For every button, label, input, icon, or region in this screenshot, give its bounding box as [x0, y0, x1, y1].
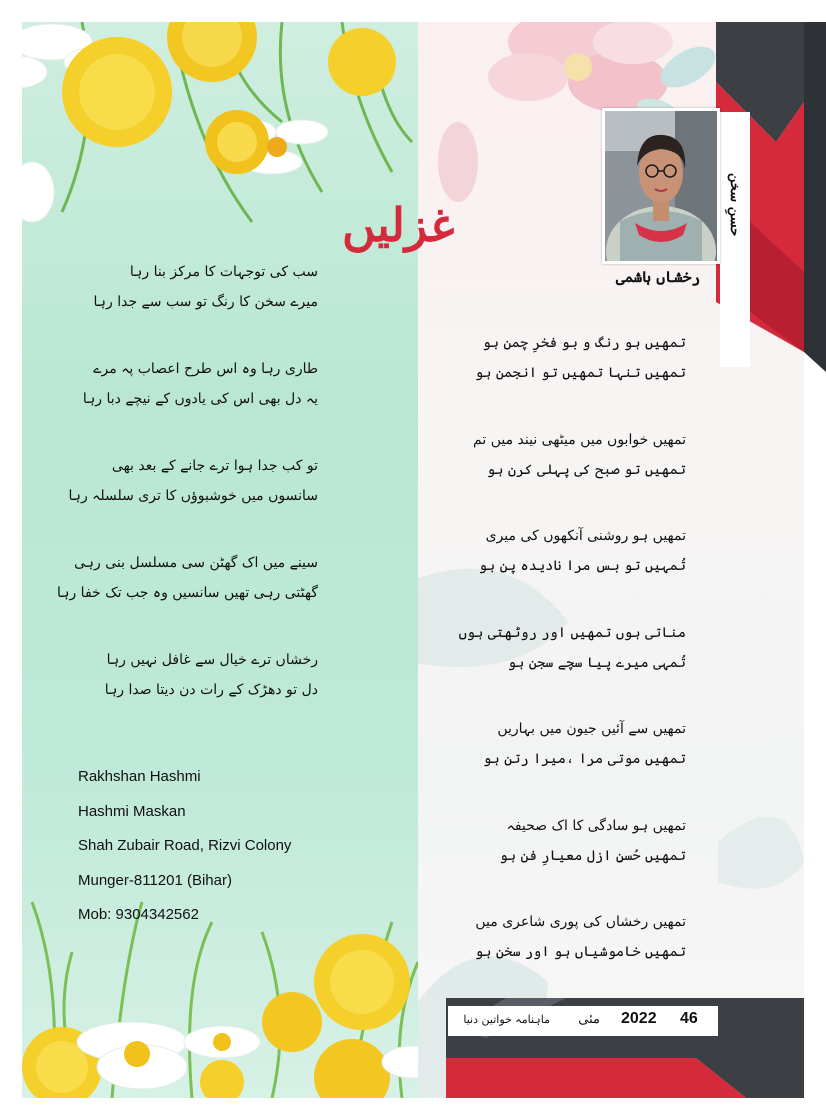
address-line: Hashmi Maskan [78, 802, 186, 820]
stanza [446, 328, 686, 388]
verse-line: تمھیں سے آئیں جیون میں بہاریں [497, 721, 686, 737]
section-label: حسنِ سخن [727, 173, 742, 237]
magazine-name: ماہنامہ خواتین دنیا [463, 1013, 550, 1026]
ghazal-title: غزلیں [342, 198, 455, 252]
verse-line: تو کب جدا ہوا ترے جانے کے بعد بھی [111, 458, 318, 474]
poet-name: رخشاں ہاشمی [615, 268, 701, 286]
stanza [104, 645, 318, 705]
stanza [446, 907, 686, 967]
stanza [57, 548, 318, 608]
stanza [93, 257, 318, 317]
verse-line: تمھیں ہو رنگ و بو فخرِ چمن ہو [482, 335, 686, 351]
stanza [82, 354, 318, 414]
verse-line: تمھیں حُسنِ ازل معیارِ فن ہو [499, 847, 686, 864]
verse-line: گھٹتی رہی تھیں سانسیں وہ جب تک خفا رہا [57, 585, 318, 601]
stanza [446, 811, 686, 871]
verse-line: تمھیں ہو روشنی آنکھوں کی میری [485, 528, 686, 544]
verse-line: تُمہیں تو بس مرا نادیدہ پن ہو [478, 558, 686, 574]
address-line: Mob: 9304342562 [78, 906, 199, 923]
stanza [446, 618, 686, 678]
verse-line: تمھیں تنہا تمھیں تو انجمن ہو [475, 365, 686, 381]
verse-line: تمھیں موتی مرا ،میرا رتن ہو [483, 751, 686, 767]
verse-line: تمھیں رخشاں کی پوری شاعری میں [475, 914, 686, 930]
address-line: Shah Zubair Road, Rizvi Colony [78, 837, 292, 854]
verse-line: سانسوں میں خوشبوؤں کا تری سلسلہ رہا [68, 488, 318, 504]
issue-year: 2022 [621, 1010, 657, 1027]
page-number: 46 [680, 1010, 698, 1027]
poet-portrait-image [605, 111, 717, 261]
stanza [68, 451, 318, 511]
stanza [446, 521, 686, 581]
stanza [446, 714, 686, 774]
verse-line: تمھیں ہو سادگی کا اک صحیفہ [506, 817, 686, 834]
verse-line: تُمہی میرے پیا سچے سجن ہو [507, 654, 686, 671]
verse-line: طاری رہا وہ اس طرح اعصاب پہ مرے [93, 361, 318, 377]
verse-line: تمھیں خوابوں میں میٹھی نیند میں تم [473, 431, 686, 448]
poet-photo [602, 108, 720, 264]
verse-line: دل تو دھڑک کے رات دن دیتا صدا رہا [104, 682, 318, 698]
verse-line: سینے میں اک گھٹن سی مسلسل بنی رہی [74, 555, 318, 571]
verse-line: تمھیں تو صبح کی پہلی کرن ہو [487, 461, 686, 478]
verse-line: مناتی ہوں تمھیں اور روٹھتی ہوں [458, 624, 686, 641]
issue-month: مئی [578, 1012, 600, 1027]
verse-line: سب کی توجہات کا مرکز بنا رہا [129, 264, 318, 280]
verse-line: یہ دل بھی اس کی یادوں کے نیچے دبا رہا [82, 391, 318, 407]
address-line: Rakhshan Hashmi [78, 768, 201, 785]
verse-line: رخشاں ترے خیال سے غافل نہیں رہا [106, 652, 318, 668]
verse-line: میرے سخن کا رنگ تو سب سے جدا رہا [93, 294, 318, 310]
address-line: Munger-811201 (Bihar) [78, 871, 232, 889]
verse-line: تمھیں خاموشیاں ہو اور سخن ہو [475, 944, 686, 960]
stanza [446, 425, 686, 485]
